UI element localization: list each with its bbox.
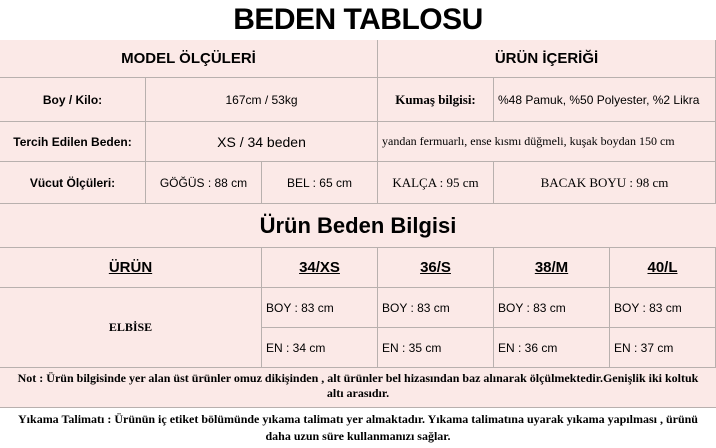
en-36-s: EN : 35 cm (378, 328, 494, 368)
product-column-header: ÜRÜN (0, 248, 262, 288)
measurement-note: Not : Ürün bilgisinde yer alan üst ürünler omuz dikişinden , alt ürünler bel hizasından baz alınarak ölçülmektedir.Genişlik iki koltuk altı arasıdır. (0, 371, 716, 408)
preferred-size-value: XS / 34 beden (146, 122, 378, 162)
product-name-cell: ELBİSE (0, 288, 262, 368)
en-34-xs: EN : 34 cm (262, 328, 378, 368)
height-weight-label: Boy / Kilo: (0, 78, 146, 122)
body-measurements-label: Vücut Ölçüleri: (0, 162, 146, 204)
product-content-header: ÜRÜN İÇERİĞİ (378, 40, 716, 78)
fabric-label: Kumaş bilgisi: (378, 78, 494, 122)
size-header-34-xs: 34/XS (262, 248, 378, 288)
size-header-40-l: 40/L (610, 248, 716, 288)
leg-length-measurement: BACAK BOYU : 98 cm (494, 162, 716, 204)
en-40-l: EN : 37 cm (610, 328, 716, 368)
height-weight-value: 167cm / 53kg (146, 78, 378, 122)
boy-36-s: BOY : 83 cm (378, 288, 494, 328)
chest-measurement: GÖĞÜS : 88 cm (146, 162, 262, 204)
size-header-36-s: 36/S (378, 248, 494, 288)
waist-measurement: BEL : 65 cm (262, 162, 378, 204)
boy-38-m: BOY : 83 cm (494, 288, 610, 328)
size-header-38-m: 38/M (494, 248, 610, 288)
hip-measurement: KALÇA : 95 cm (378, 162, 494, 204)
product-details: yandan fermuarlı, ense kısmı düğmeli, kuşak boydan 150 cm (378, 122, 716, 162)
boy-34-xs: BOY : 83 cm (262, 288, 378, 328)
size-info-title: Ürün Beden Bilgisi (0, 204, 716, 248)
washing-instructions: Yıkama Talimatı : Ürünün iç etiket bölümünde yıkama talimatı yer almaktadır. Yıkama talimatına uyarak yıkama yapılması , ürünü daha uzun süre kullanmanızı sağlar. (0, 408, 716, 448)
page-title: BEDEN TABLOSU (0, 0, 716, 40)
size-chart-table (0, 40, 716, 408)
model-measurements-header: MODEL ÖLÇÜLERİ (0, 40, 378, 78)
en-38-m: EN : 36 cm (494, 328, 610, 368)
boy-40-l: BOY : 83 cm (610, 288, 716, 328)
preferred-size-label: Tercih Edilen Beden: (0, 122, 146, 162)
fabric-value: %48 Pamuk, %50 Polyester, %2 Likra (494, 78, 716, 122)
